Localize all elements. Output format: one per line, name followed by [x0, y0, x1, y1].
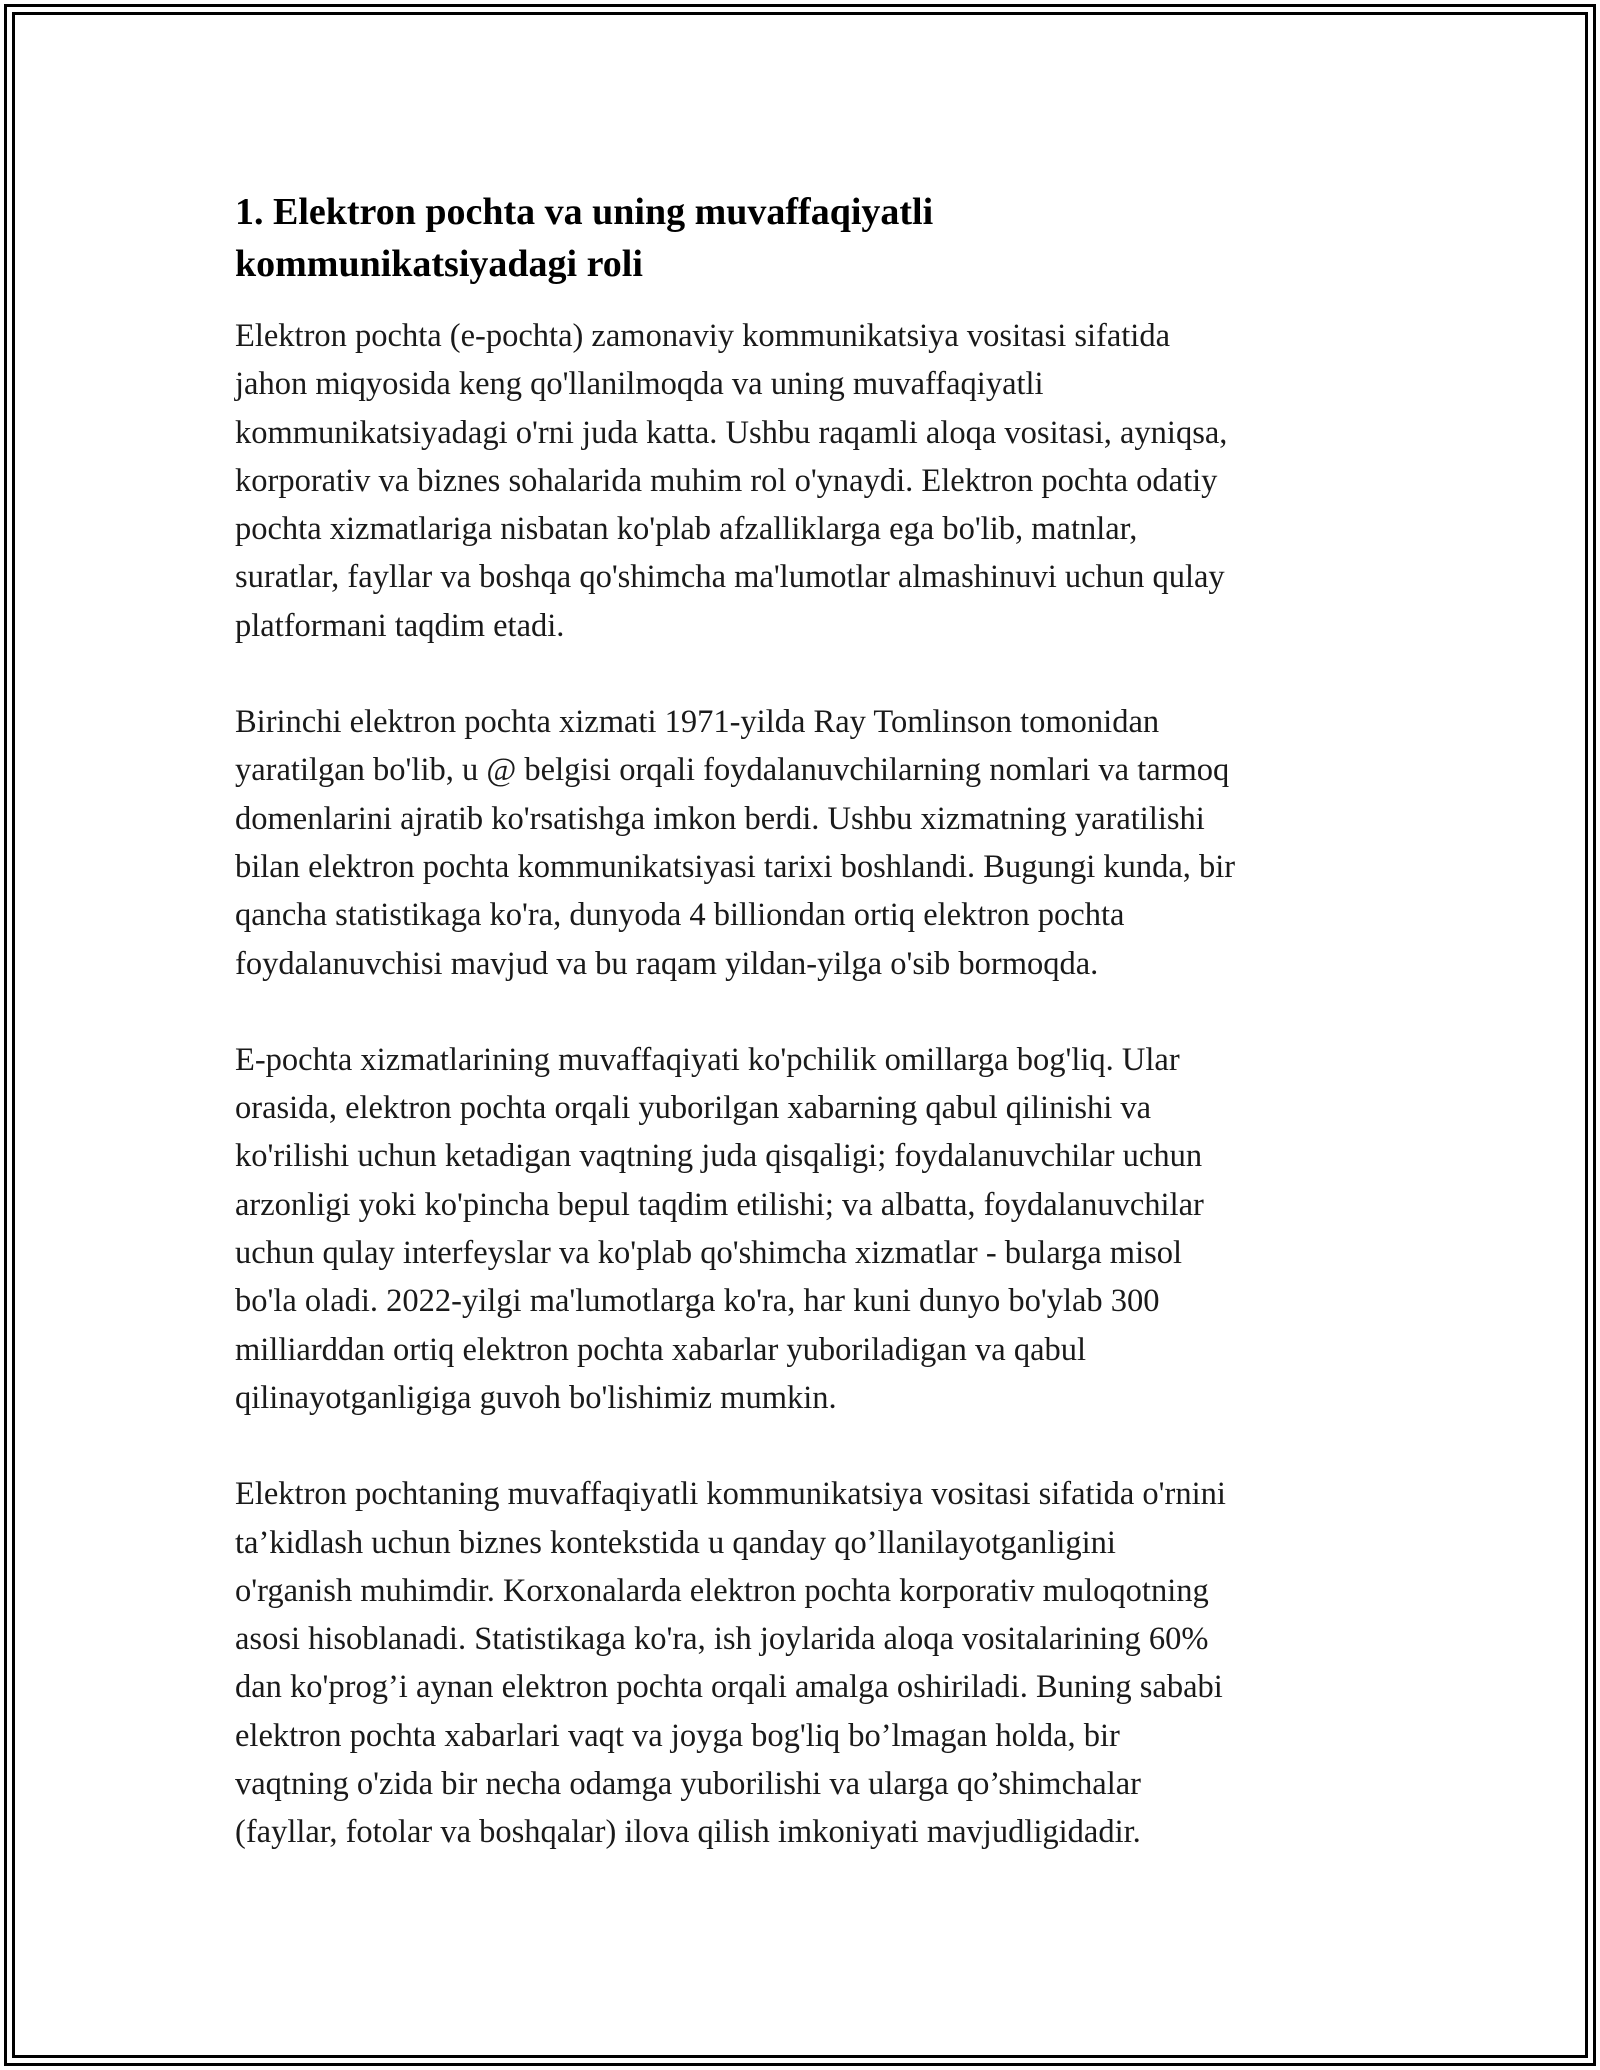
- text-line: Elektron pochtaning muvaffaqiyatli kommunikatsiya vositasi sifatida o'rnini: [235, 1476, 1226, 1513]
- paragraph-4: [235, 1470, 1375, 1856]
- text-line: bilan elektron pochta kommunikatsiyasi tarixi boshlandi. Bugungi kunda, bir: [235, 848, 1236, 885]
- text-line: uchun qulay interfeyslar va ko'plab qo'shimcha xizmatlar - bularga misol: [235, 1235, 1183, 1272]
- section-heading: [235, 186, 1375, 290]
- text-line: milliarddan ortiq elektron pochta xabarlar yuboriladigan va qabul: [235, 1331, 1087, 1368]
- text-line: ta’kidlash uchun biznes kontekstida u qanday qo’llanilayotganligini: [235, 1524, 1116, 1561]
- text-line: yaratilgan bo'lib, u @ belgisi orqali foydalanuvchilarning nomlari va tarmoq: [235, 752, 1230, 789]
- text-line: Birinchi elektron pochta xizmati 1971-yilda Ray Tomlinson tomonidan: [235, 704, 1160, 741]
- paragraph-1: [235, 312, 1375, 650]
- text-line: platformani taqdim etadi.: [235, 607, 565, 644]
- document-body: [235, 186, 1375, 1905]
- text-line: dan ko'prog’i aynan elektron pochta orqali amalga oshiriladi. Buning sababi: [235, 1669, 1223, 1706]
- text-line: jahon miqyosida keng qo'llanilmoqda va uning muvaffaqiyatli: [235, 366, 1044, 403]
- text-line: pochta xizmatlariga nisbatan ko'plab afzalliklarga ega bo'lib, matnlar,: [235, 511, 1138, 548]
- text-line: (fayllar, fotolar va boshqalar) ilova qilish imkoniyati mavjudligidadir.: [235, 1814, 1141, 1851]
- heading-line: 1. Elektron pochta va uning muvaffaqiyatli: [235, 191, 934, 233]
- text-line: asosi hisoblanadi. Statistikaga ko'ra, ish joylarida aloqa vositalarining 60%: [235, 1621, 1209, 1658]
- text-line: korporativ va biznes sohalarida muhim rol o'ynaydi. Elektron pochta odatiy: [235, 462, 1218, 499]
- paragraph-3: [235, 1036, 1375, 1422]
- text-line: qancha statistikaga ko'ra, dunyoda 4 billiondan ortiq elektron pochta: [235, 897, 1125, 934]
- text-line: bo'la oladi. 2022-yilgi ma'lumotlarga ko'ra, har kuni dunyo bo'ylab 300: [235, 1283, 1160, 1320]
- text-line: foydalanuvchisi mavjud va bu raqam yildan-yilga o'sib bormoqda.: [235, 945, 1099, 982]
- text-line: E-pochta xizmatlarining muvaffaqiyati ko'pchilik omillarga bog'liq. Ular: [235, 1041, 1180, 1078]
- text-line: ko'rilishi uchun ketadigan vaqtning juda qisqaligi; foydalanuvchilar uchun: [235, 1138, 1203, 1175]
- heading-line: kommunikatsiyadagi roli: [235, 243, 643, 285]
- text-line: domenlarini ajratib ko'rsatishga imkon berdi. Ushbu xizmatning yaratilishi: [235, 800, 1205, 837]
- paragraph-2: [235, 698, 1375, 988]
- text-line: Elektron pochta (e-pochta) zamonaviy kommunikatsiya vositasi sifatida: [235, 318, 1171, 354]
- text-line: arzonligi yoki ko'pincha bepul taqdim etilishi; va albatta, foydalanuvchilar: [235, 1186, 1204, 1223]
- text-line: o'rganish muhimdir. Korxonalarda elektron pochta korporativ muloqotning: [235, 1572, 1209, 1609]
- text-line: vaqtning o'zida bir necha odamga yuborilishi va ularga qo’shimchalar: [235, 1766, 1141, 1803]
- text-line: suratlar, fayllar va boshqa qo'shimcha ma'lumotlar almashinuvi uchun qulay: [235, 559, 1225, 596]
- text-line: qilinayotganligiga guvoh bo'lishimiz mumkin.: [235, 1379, 837, 1416]
- text-line: elektron pochta xabarlari vaqt va joyga bog'liq bo’lmagan holda, bir: [235, 1717, 1120, 1754]
- text-line: kommunikatsiyadagi o'rni juda katta. Ushbu raqamli aloqa vositasi, ayniqsa,: [235, 414, 1228, 451]
- text-line: orasida, elektron pochta orqali yuborilgan xabarning qabul qilinishi va: [235, 1090, 1152, 1127]
